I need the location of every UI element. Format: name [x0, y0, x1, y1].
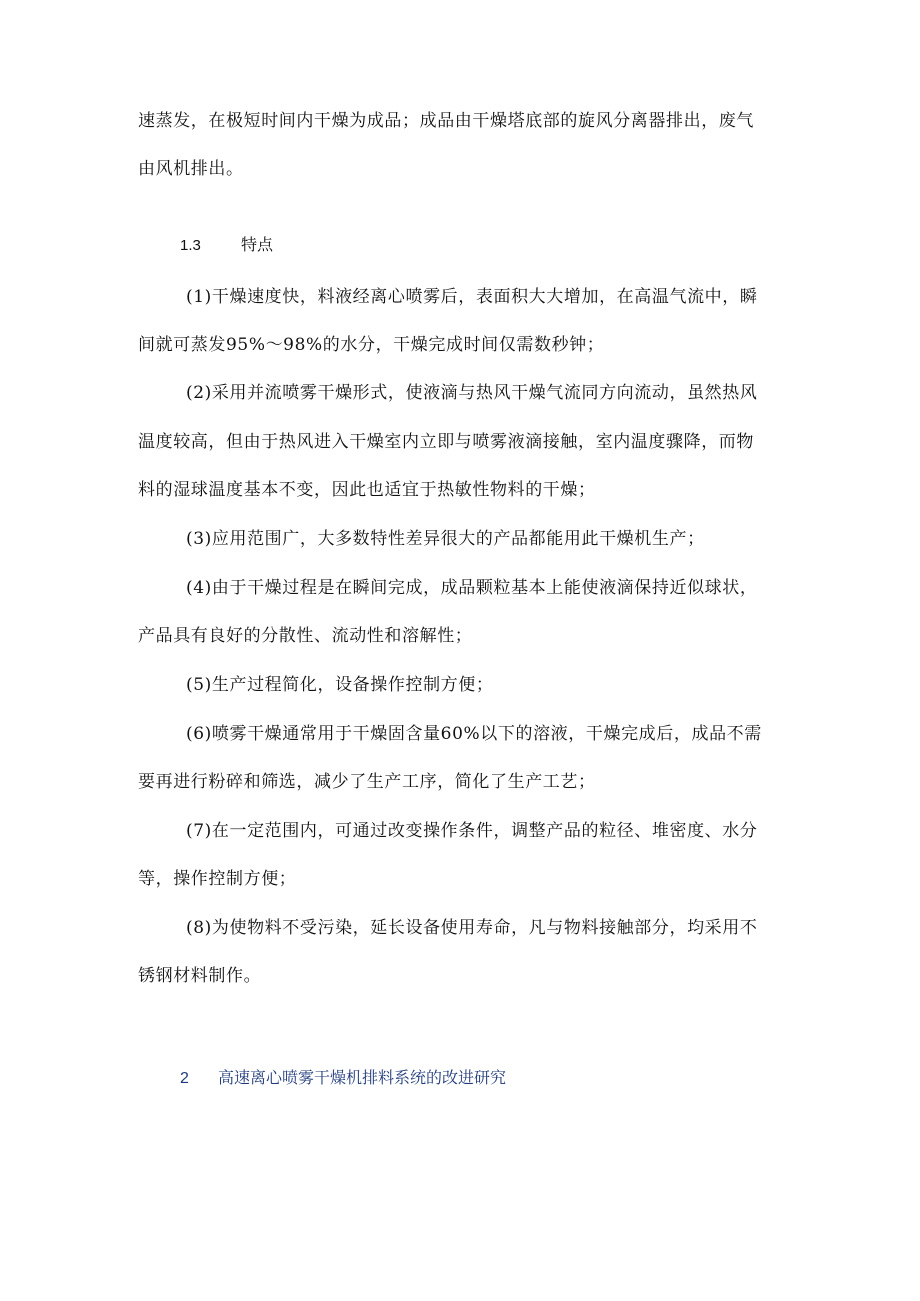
feature-2-line-3: 料的湿球温度基本不变，因此也适宜于热敏性物料的干燥；: [138, 480, 596, 500]
feature-6-line-2: 要再进行粉碎和筛选，减少了生产工序，简化了生产工艺；: [138, 772, 596, 792]
feature-8-line-1: (8)为使物料不受污染，延长设备使用寿命，凡与物料接触部分，均采用不: [186, 918, 758, 938]
feature-1-line-1: (1)干燥速度快，料液经离心喷雾后，表面积大大增加，在高温气流中，瞬: [186, 287, 758, 307]
section-title: 特点: [241, 237, 274, 254]
feature-6-line-1: (6)喷雾干燥通常用于干燥固含量60%以下的溶液，干燥完成后，成品不需: [186, 724, 762, 744]
feature-4-line-2: 产品具有良好的分散性、流动性和溶解性；: [138, 626, 473, 646]
feature-4-line-1: (4)由于干燥过程是在瞬间完成，成品颗粒基本上能使液滴保持近似球状，: [186, 578, 758, 598]
intro-line-2: 由风机排出。: [138, 159, 244, 179]
intro-line-1: 速蒸发，在极短时间内干燥为成品；成品由干燥塔底部的旋风分离器排出，废气: [138, 111, 754, 131]
chapter-number: 2: [180, 1070, 189, 1087]
chapter-title: 高速离心喷雾干燥机排料系统的改进研究: [218, 1070, 507, 1087]
feature-7-line-2: 等，操作控制方便；: [138, 869, 297, 889]
feature-3-line-1: (3)应用范围广，大多数特性差异很大的产品都能用此干燥机生产；: [186, 529, 705, 549]
feature-2-line-1: (2)采用并流喷雾干燥形式，使液滴与热风干燥气流同方向流动，虽然热风: [186, 383, 758, 403]
feature-8-line-2: 锈钢材料制作。: [138, 966, 262, 986]
feature-5-line-1: (5)生产过程简化，设备操作控制方便；: [186, 675, 494, 695]
section-number: 1.3: [180, 237, 201, 254]
feature-1-line-2: 间就可蒸发95%～98%的水分，干燥完成时间仅需数秒钟；: [138, 335, 605, 355]
feature-2-line-2: 温度较高，但由于热风进入干燥室内立即与喷雾液滴接触，室内温度骤降，而物: [138, 432, 754, 452]
feature-7-line-1: (7)在一定范围内，可通过改变操作条件，调整产品的粒径、堆密度、水分: [186, 821, 758, 841]
